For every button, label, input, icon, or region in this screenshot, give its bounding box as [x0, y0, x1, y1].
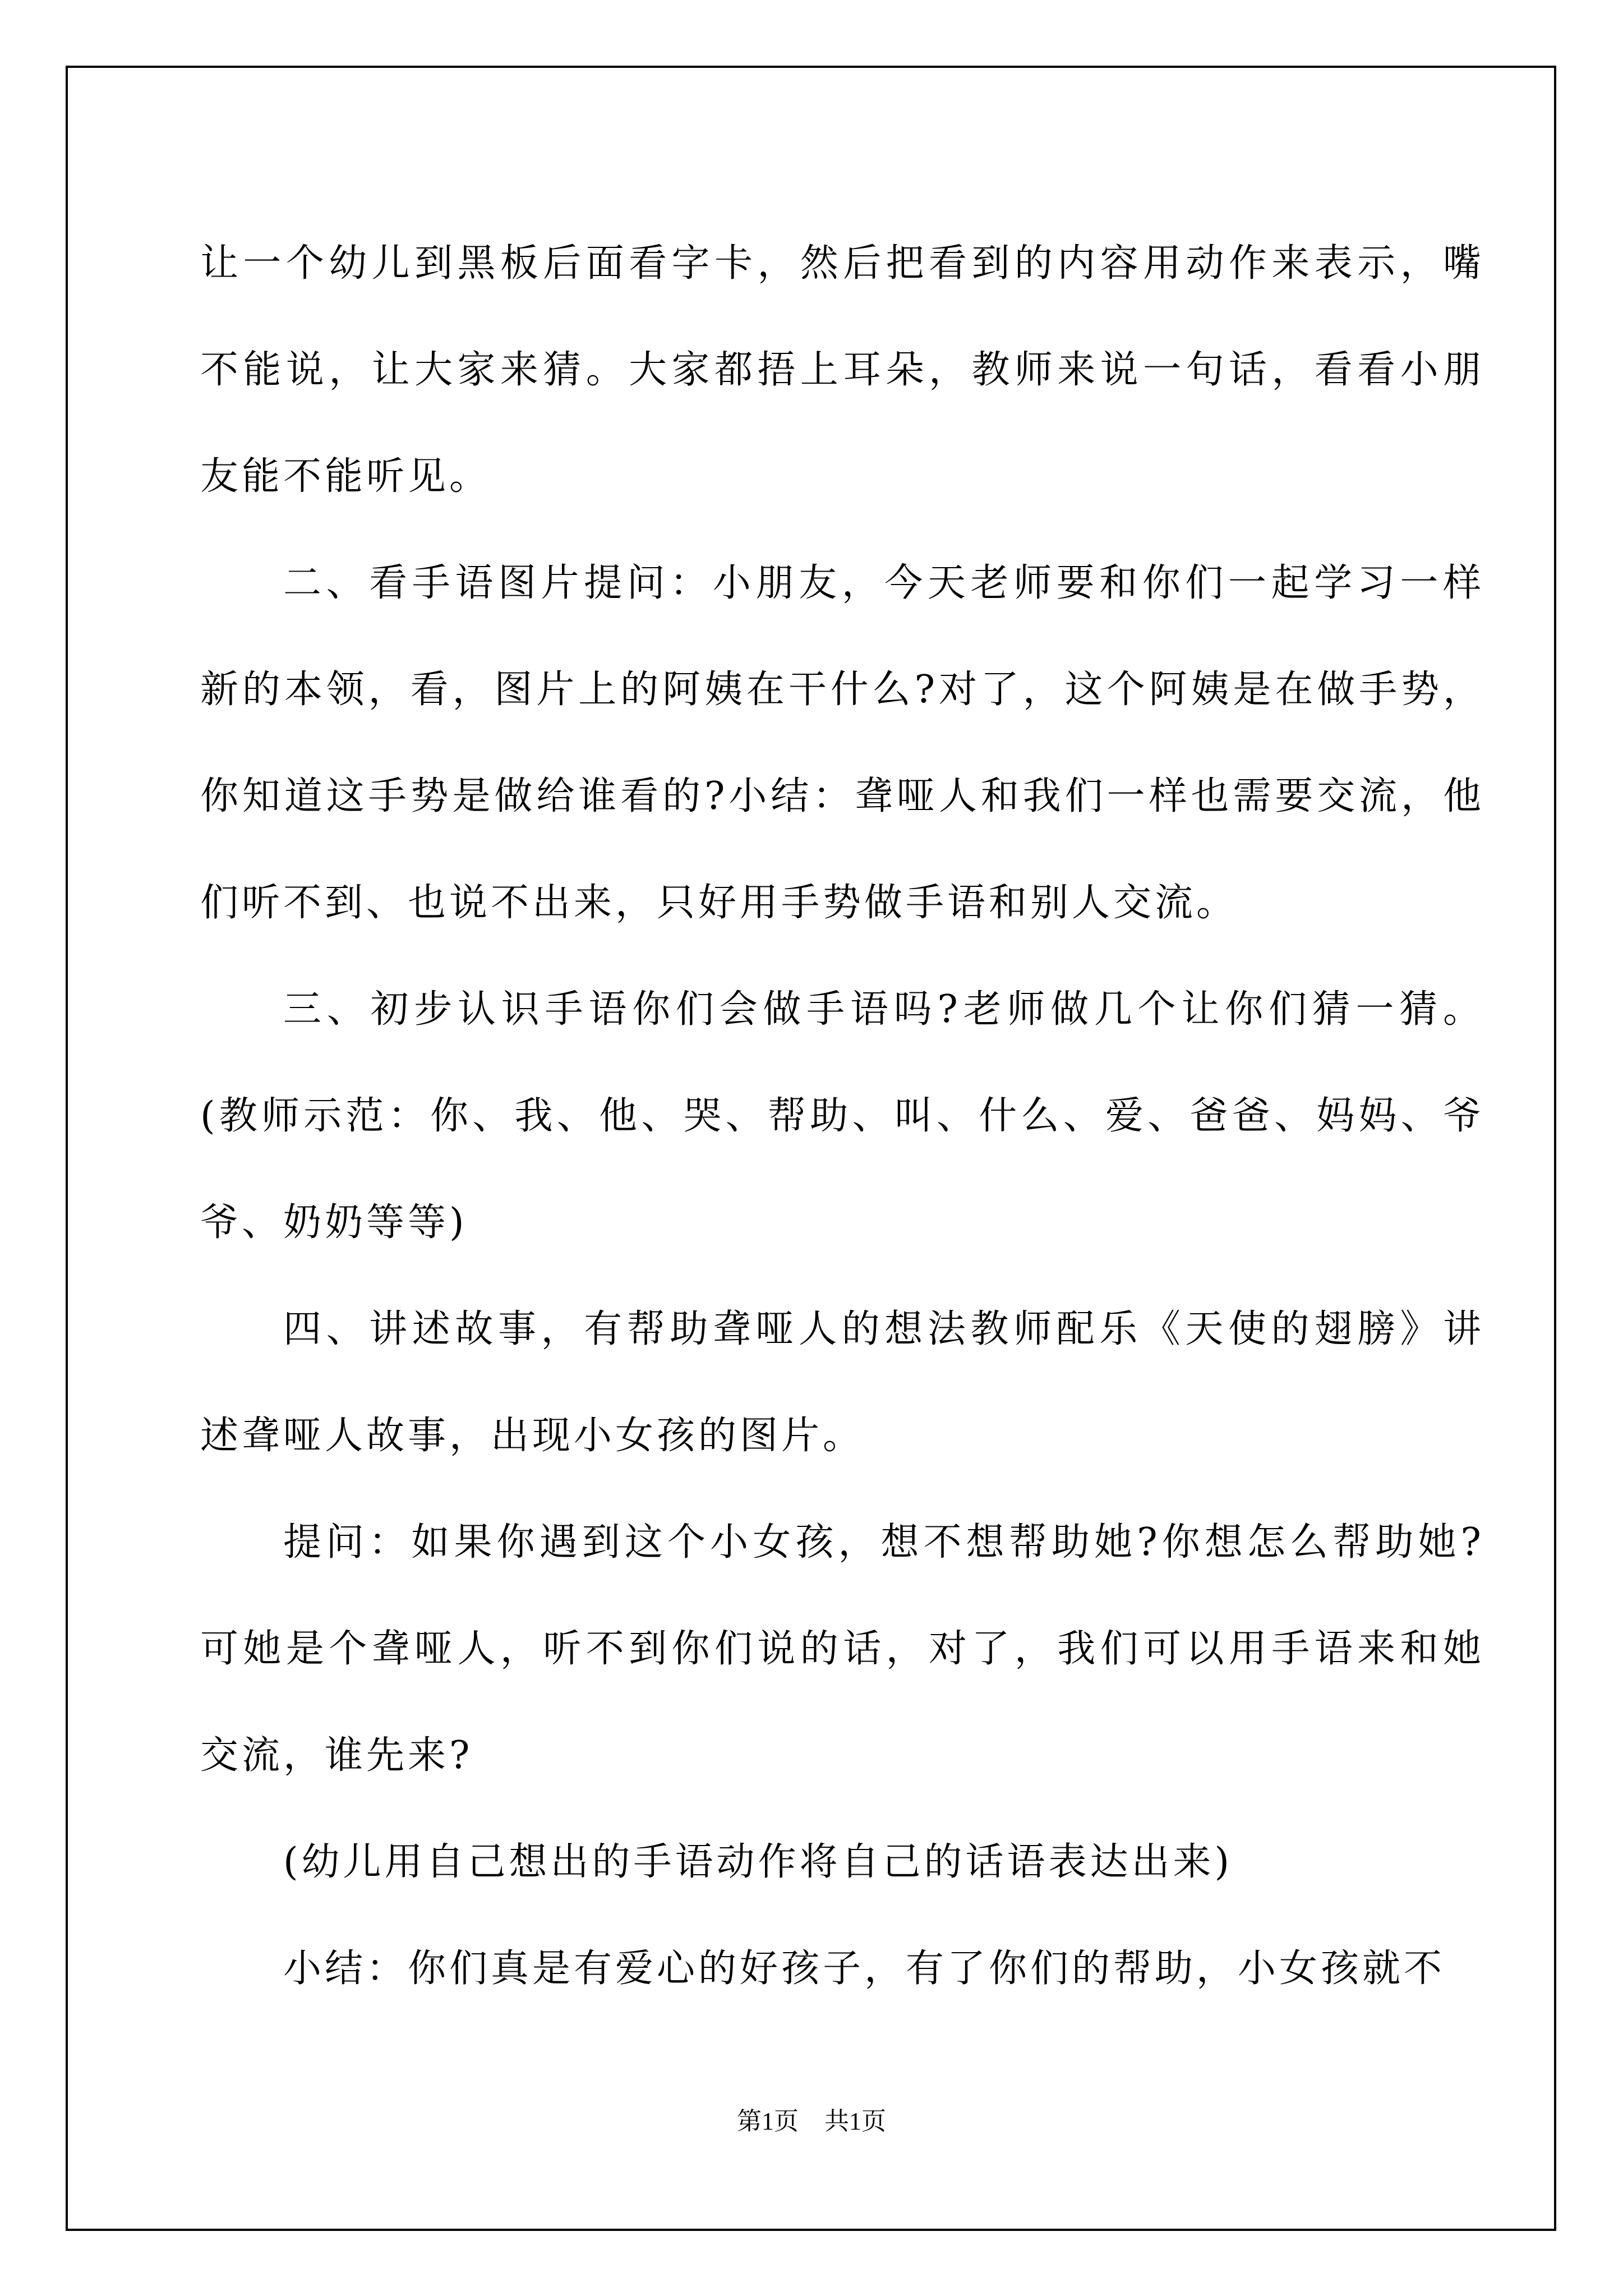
paragraph-1: 让一个幼儿到黑板后面看字卡，然后把看到的内容用动作来表示，嘴不能说，让大家来猜。大家都捂上耳朵，教师来说一句话，看看小朋友能不能听见。	[200, 241, 1484, 499]
paragraph-7: 小结：你们真是有爱心的好孩子，有了你们的帮助，小女孩就不	[283, 1947, 1446, 1991]
paragraph-6: (幼儿用自己想出的手语动作将自己的话语表达出来)	[283, 1840, 1233, 1884]
page-total: 共1页	[824, 2108, 886, 2135]
paragraph-3: 三、初步认识手语你们会做手语吗?老师做几个让你们猜一猜。(教师示范：你、我、他、哭、帮助、叫、什么、爱、爸爸、妈妈、爷爷、奶奶等等)	[200, 987, 1484, 1245]
paragraph-2: 二、看手语图片提问：小朋友，今天老师要和你们一起学习一样新的本领，看，图片上的阿姨在干什么?对了，这个阿姨是在做手势，你知道这手势是做给谁看的?小结：聋哑人和我们一样也需要交流，他们听不到、也说不出来，只好用手势做手语和别人交流。	[200, 561, 1484, 925]
document-body	[200, 210, 1484, 2022]
page-number: 第1页	[737, 2108, 799, 2135]
page-footer	[0, 2101, 1623, 2137]
paragraph-4: 四、讲述故事，有帮助聋哑人的想法教师配乐《天使的翅膀》讲述聋哑人故事，出现小女孩的图片。	[200, 1307, 1484, 1458]
paragraph-5: 提问：如果你遇到这个小女孩，想不想帮助她?你想怎么帮助她?可她是个聋哑人，听不到你们说的话，对了，我们可以用手语来和她交流，谁先来?	[200, 1520, 1484, 1778]
